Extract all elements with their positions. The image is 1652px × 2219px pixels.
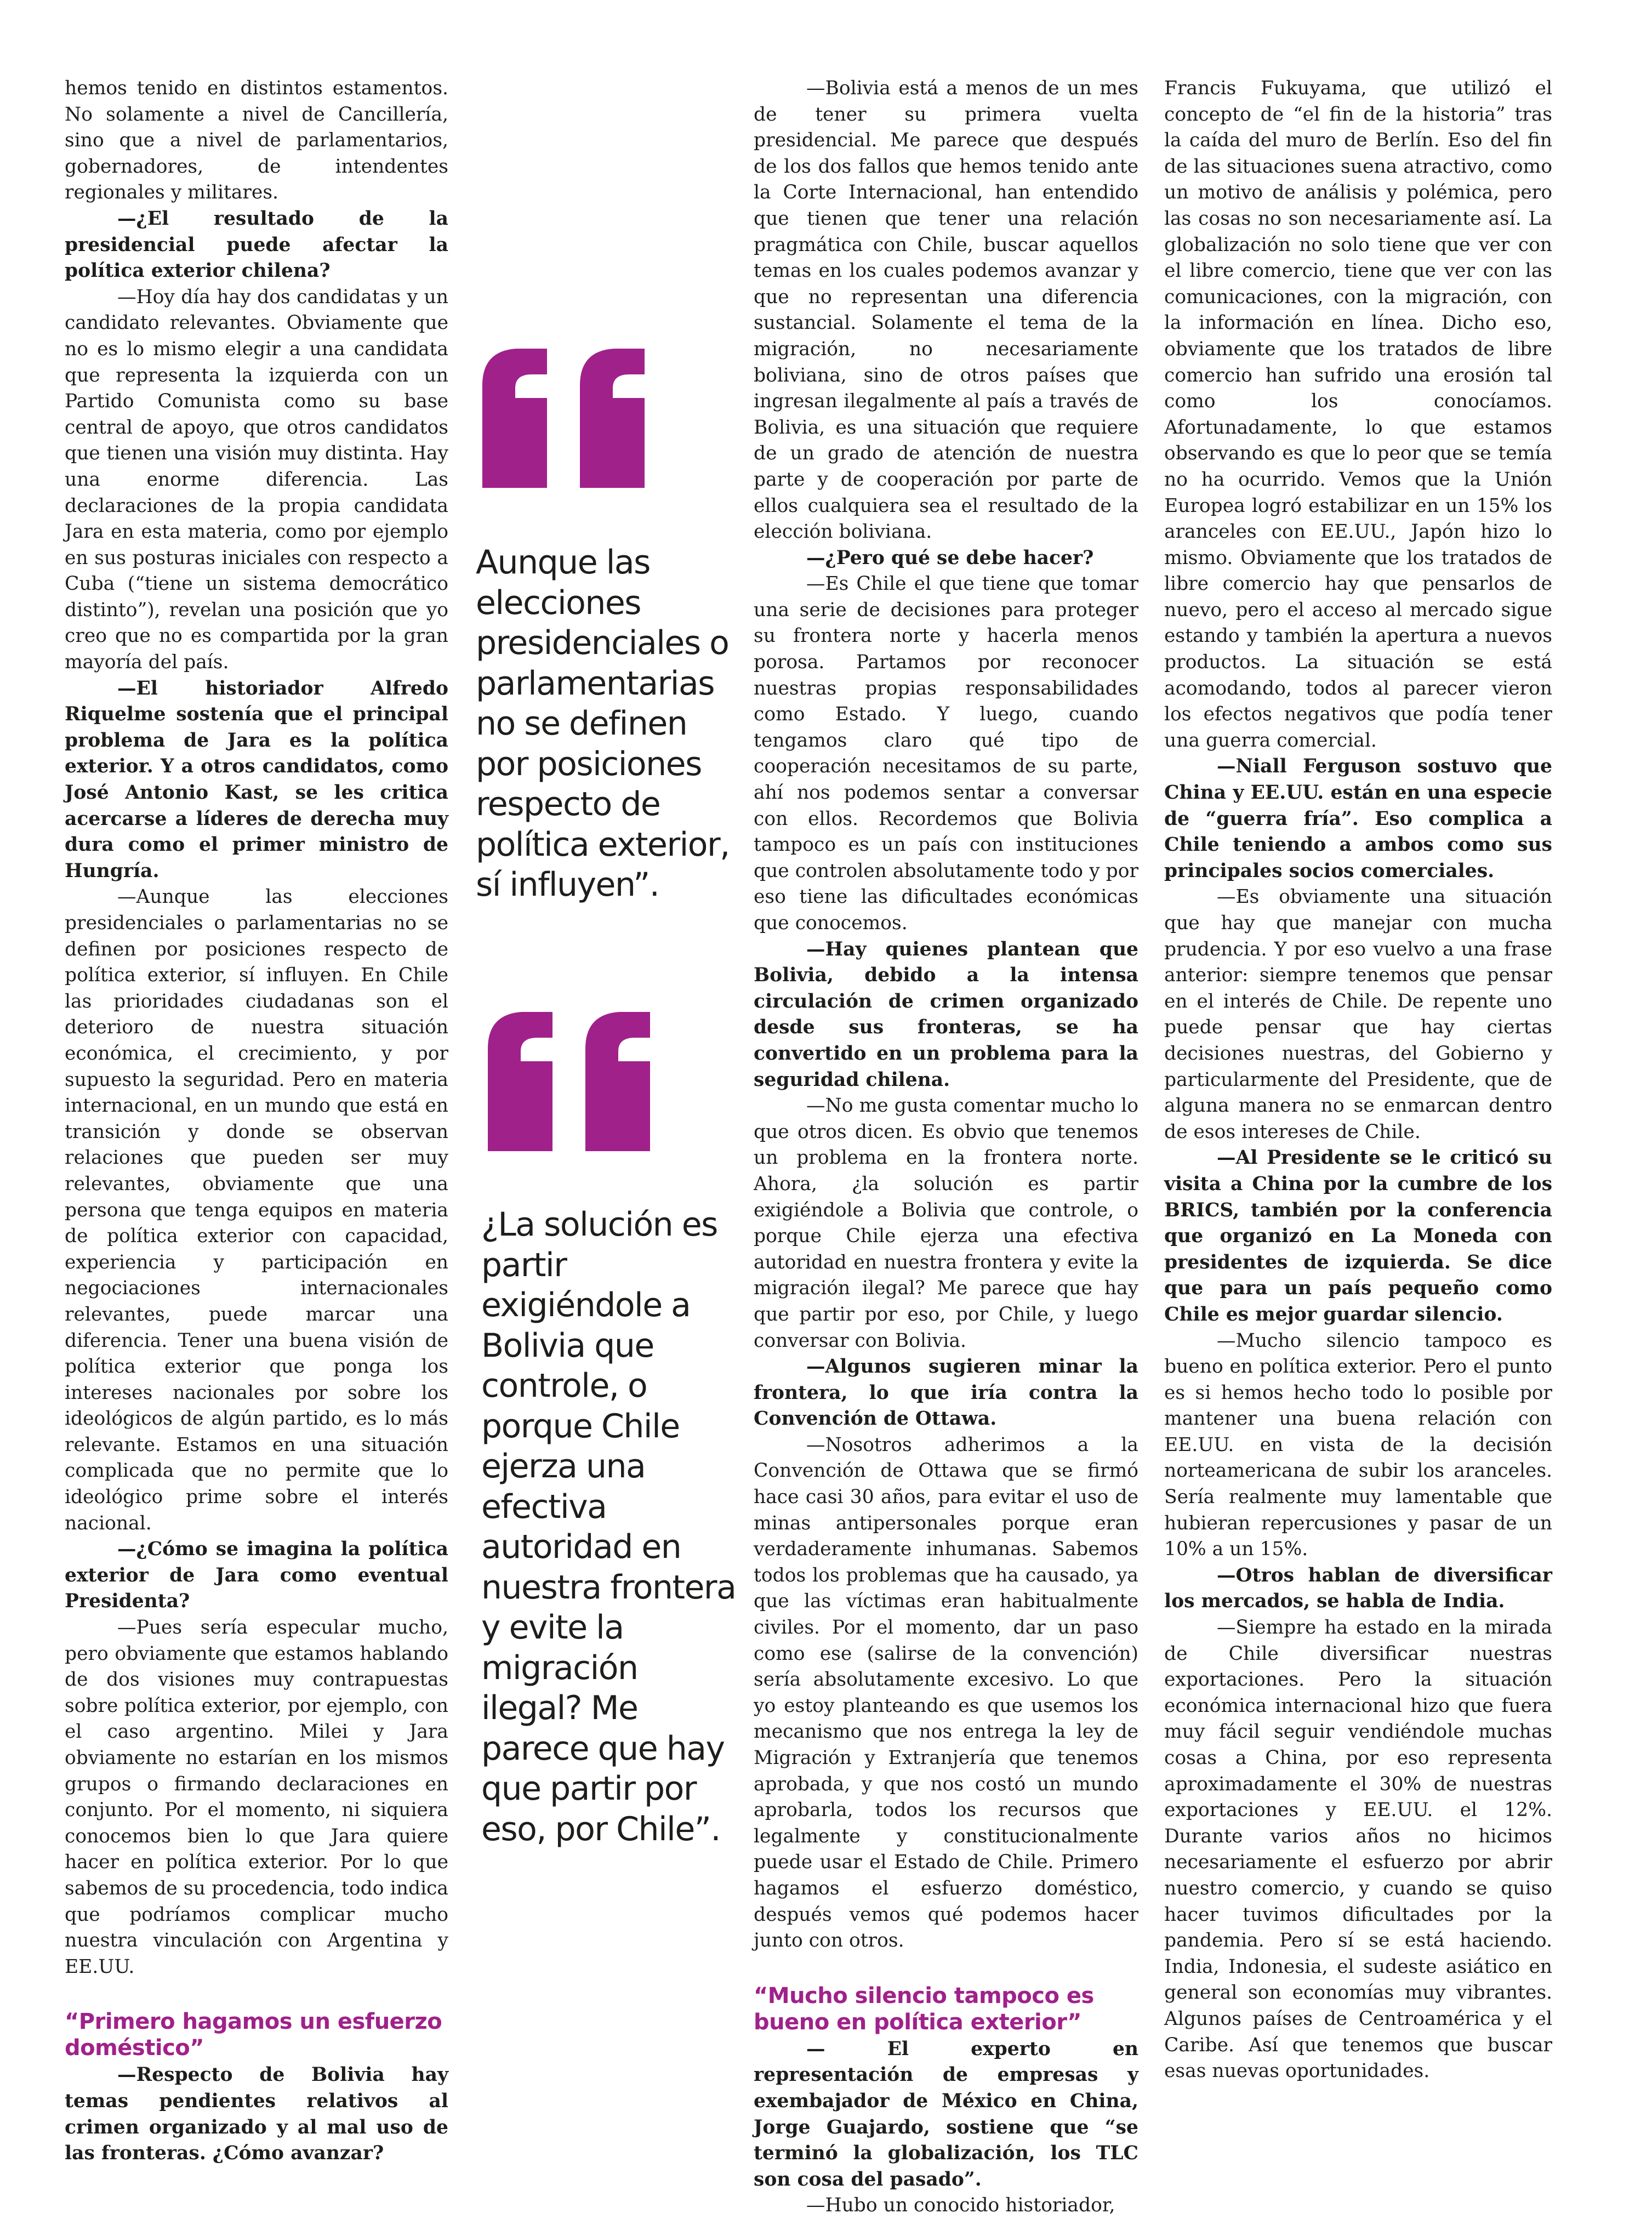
- section-subheading: “Primero hagamos un esfuerzo doméstico”: [65, 2009, 442, 2061]
- interview-answer: —Bolivia está a menos de un mes de tener su primera vuelta presidencial. Me parece que después de los dos fallos que hemos tenido ante la Corte Internacional, han entendido que tienen que tener una relación pragmática con Chile, buscar aquellos temas en los cuales podemos avanzar y que no representan una diferencia sustancial. Solamente el tema de la migración, no necesariamente boliviana, sino de otros países que ingresan ilegalmente al país a través de Bolivia, es una situación que requiere de un grado de atención de nuestra parte y de cooperación por parte de ellos cualquiera sea el resultado de la elección boliviana.: [754, 77, 1138, 543]
- open-double-quote-icon: [482, 1008, 669, 1156]
- interview-answer: —Es Chile el que tiene que tomar una serie de decisiones para proteger su frontera norte y hacerla menos porosa. Partamos por reconocer nuestras propias responsabilidades como Estado. Y luego, cuando tengamos claro qué tipo de cooperación necesitamos de su parte, ahí nos podemos sentar a conversar con ellos. Recordemos que Bolivia tampoco es un país con instituciones que controlen absolutamente todo y por eso tiene las dificultades económicas que conocemos.: [754, 573, 1138, 934]
- interview-answer: —Hubo un conocido historiador,: [806, 2194, 1115, 2217]
- interview-answer: —Mucho silencio tampoco es bueno en política exterior. Pero el punto es si hemos hecho todo lo posible por mantener una buena relación con EE.UU. en vista de la decisión norteamericana de subir los aranceles. Sería realmente muy lamentable que hubieran repercusiones y pasar de un 10% a un 15%.: [1164, 1329, 1552, 1561]
- interview-answer: —No me gusta comentar mucho lo que otros dicen. Es obvio que tenemos un problema en la frontera norte. Ahora, ¿la solución es partir exigiéndole a Bolivia que controle, o porque Chile ejerza una efectiva autoridad en nuestra frontera y evite la migración ilegal? Me parece que hay que partir por eso, por Chile, y luego conversar con Bolivia.: [754, 1095, 1138, 1352]
- interview-question: —Hay quienes plantean que Bolivia, debido a la intensa circulación de crimen organizado desde sus fronteras, se ha convertido en un problema para la seguridad chilena.: [754, 938, 1138, 1091]
- interview-question: —Al Presidente se le criticó su visita a China por la cumbre de los BRICS, también por la conferencia que organizó en La Moneda con presidentes de izquierda. Se dice que para un país pequeño como Chile es mejor guardar silencio.: [1164, 1147, 1552, 1325]
- interview-answer: —Hoy día hay dos candidatas y un candidato relevantes. Obviamente que no es lo mismo elegir a una candidata que representa la izquierda con un Partido Comunista como su base central de apoyo, que otros candidatos que tienen una visión muy distinta. Hay una enorme diferencia. Las declaraciones de la propia candidata Jara en esta materia, como por ejemplo en sus posturas iniciales con respecto a Cuba (“tiene un sistema democrático distinto”), revelan una posición que yo creo que no es compartida por la gran mayoría del país.: [65, 286, 448, 674]
- interview-answer: —Pues sería especular mucho, pero obviamente que estamos hablando de dos visiones muy contrapuestas sobre política exterior, por ejemplo, con el caso argentino. Milei y Jara obviamente no estarían en los mismos grupos o firmando declaraciones en conjunto. Por el momento, ni siquiera conocemos bien lo que Jara quiere hacer en política exterior. Por lo que sabemos de su procedencia, todo indica que podríamos complicar mucho nuestra vinculación con Argentina y EE.UU.: [65, 1617, 448, 1978]
- article-column-1: [65, 76, 448, 2167]
- open-double-quote-icon: [477, 344, 663, 492]
- interview-question: —Respecto de Bolivia hay temas pendientes relativos al crimen organizado y al mal uso de las fronteras. ¿Cómo avanzar?: [65, 2064, 448, 2165]
- pull-quote-1: Aunque las elecciones presidenciales o parlamentarias no se definen por posiciones respecto de política exterior, sí influyen”.: [476, 543, 730, 904]
- interview-question: —El historiador Alfredo Riquelme sostenía que el principal problema de Jara es la política exterior. Y a otros candidatos, como José Antonio Kast, se les critica acercarse a líderes de derecha muy dura como el primer ministro de Hungría.: [65, 677, 448, 882]
- interview-question: —¿Pero qué se debe hacer?: [806, 547, 1094, 569]
- interview-answer: —Siempre ha estado en la mirada de Chile diversificar nuestras exportaciones. Pero la situación económica internacional hizo que fuera muy fácil seguir vendiéndole muchas cosas a China, por eso representa aproximadamente el 30% de nuestras exportaciones y EE.UU. el 12%. Durante varios años no hicimos necesariamente el esfuerzo por abrir nuestro comercio, y cuando se quiso hacer tuvimos dificultades por la pandemia. Pero sí se está haciendo. India, Indonesia, el sudeste asiático en general son economías muy vibrantes. Algunos países de Centroamérica y el Caribe. Así que tenemos que buscar esas nuevas oportunidades.: [1164, 1617, 1552, 2083]
- interview-answer: hemos tenido en distintos estamentos. No solamente a nivel de Cancillería, sino que a nivel de parlamentarios, gobernadores, de intendentes regionales y militares.: [65, 77, 448, 204]
- interview-answer: Francis Fukuyama, que utilizó el concepto de “el fin de la historia” tras la caída del muro de Berlín. Eso del fin de las situaciones suena atractivo, como un motivo de análisis y polémica, pero las cosas no son necesariamente así. La globalización no solo tiene que ver con el libre comercio, tiene que ver con las comunicaciones, con la migración, con la información en línea. Dicho eso, obviamente que los tratados de libre comercio han sufrido una erosión tal como los conocíamos. Afortunadamente, lo que estamos observando es que lo peor que se temía no ha ocurrido. Vemos que la Unión Europea logró estabilizar en un 15% los aranceles con EE.UU., Japón hizo lo mismo. Obviamente que los tratados de libre comercio hay que pensarlos de nuevo, pero el acceso al mercado sigue estando y también la apertura a nuevos productos. La situación se está acomodando, todos al parecer vieron los efectos negativos que podía tener una guerra comercial.: [1164, 77, 1552, 752]
- interview-question: —Niall Ferguson sostuvo que China y EE.UU. están en una especie de “guerra fría”. Eso complica a Chile teniendo a ambos como sus principales socios comerciales.: [1164, 755, 1552, 882]
- section-subheading: “Mucho silencio tampoco es bueno en política exterior”: [754, 1983, 1094, 2035]
- article-column-4: [1164, 76, 1552, 2085]
- pull-quote-2: ¿La solución es partir exigiéndole a Bolivia que controle, o porque Chile ejerza una efectiva autoridad en nuestra frontera y evite la migración ilegal? Me parece que hay que partir por eso, por Chile”.: [481, 1205, 736, 1848]
- article-column-3: [754, 76, 1138, 2219]
- interview-answer: —Aunque las elecciones presidenciales o parlamentarias no se definen por posiciones respecto de política exterior, sí influyen. En Chile las prioridades ciudadanas son el deterioro de nuestra situación económica, el crecimiento, y por supuesto la seguridad. Pero en materia internacional, en un mundo que está en transición y donde se observan relaciones que pueden ser muy relevantes, obviamente que una persona que tenga equipos en materia de política exterior con capacidad, experiencia y participación en negociaciones internacionales relevantes, puede marcar una diferencia. Tener una buena visión de política exterior que ponga los intereses nacionales por sobre los ideológicos de algún partido, es lo más relevante. Estamos en una situación complicada que no permite que lo ideológico prime sobre el interés nacional.: [65, 886, 448, 1534]
- interview-question: — El experto en representación de empresas y exembajador de México en China, Jorge Guajardo, sostiene que “se terminó la globalización, los TLC son cosa del pasado”.: [754, 2038, 1138, 2190]
- interview-question: —¿Cómo se imagina la política exterior de Jara como eventual Presidenta?: [65, 1538, 448, 1613]
- interview-question: —Algunos sugieren minar la frontera, lo que iría contra la Convención de Ottawa.: [754, 1356, 1138, 1430]
- interview-question: —¿El resultado de la presidencial puede afectar la política exterior chilena?: [65, 207, 448, 282]
- interview-answer: —Es obviamente una situación que hay que manejar con mucha prudencia. Y por eso vuelvo a una frase anterior: siempre tenemos que pensar en el interés de Chile. De repente uno puede pensar que hay ciertas decisiones nuestras, del Gobierno y particularmente del Presidente, que de alguna manera no se enmarcan dentro de esos intereses de Chile.: [1164, 886, 1552, 1143]
- interview-answer: —Nosotros adherimos a la Convención de Ottawa que se firmó hace casi 30 años, para evitar el uso de minas antipersonales porque eran verdaderamente inhumanas. Sabemos todos los problemas que ha causado, ya que las víctimas eran habitualmente civiles. Por el momento, dar un paso como ese (salirse de la convención) sería absolutamente excesivo. Lo que yo estoy planteando es que usemos los mecanismo que nos entrega la ley de Migración y Extranjería que tenemos aprobada, y que nos costó un mundo aprobarla, todos los recursos que legalmente y constitucionalmente puede usar el Estado de Chile. Primero hagamos el esfuerzo doméstico, después vemos qué podemos hacer junto con otros.: [754, 1433, 1138, 1952]
- interview-question: —Otros hablan de diversificar los mercados, se habla de India.: [1164, 1564, 1552, 1613]
